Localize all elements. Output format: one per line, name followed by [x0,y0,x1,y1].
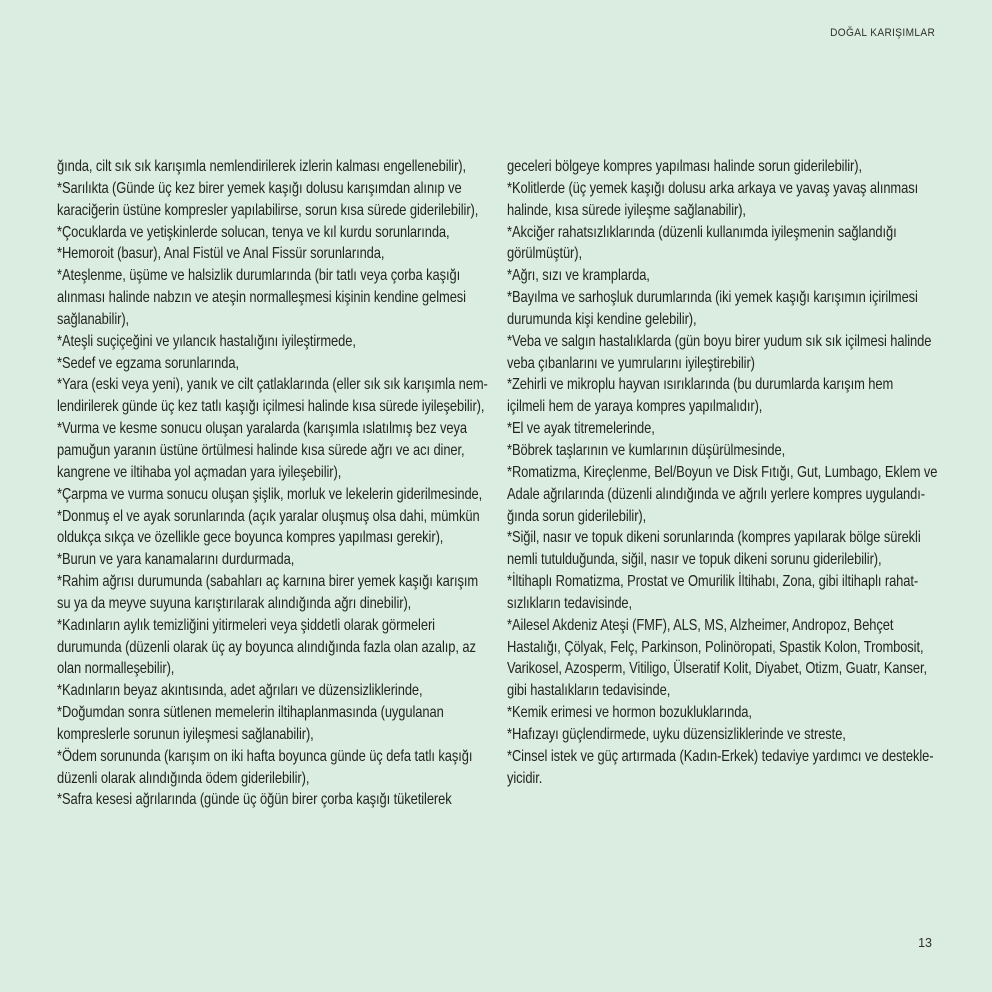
text-line: pamuğun yaranın üstüne örtülmesi halinde kısa sürede ağrı ve acı diner, [57,441,465,459]
text-line: gibi hastalıkların tedavisinde, [507,682,671,700]
text-line: karaciğerin üstüne kompresler yapılabilirse, sorun kısa sürede giderilebilir), [57,201,479,219]
text-line: görülmüştür), [507,245,582,263]
text-line: lendirilerek günde üç kez tatlı kaşığı içilmesi halinde kısa sürede iyileşebilir), [57,398,485,416]
text-line: *Yara (eski veya yeni), yanık ve cilt çatlaklarında (eller sık sık karışımla nem- [57,376,488,394]
text-line: durumunda kişi kendine gelebilir), [507,310,697,328]
left-column [57,156,491,811]
text-line: *Siğil, nasır ve topuk dikeni sorunlarında (kompres yapılarak bölge sürekli [507,529,921,547]
text-line: *Cinsel istek ve güç artırmada (Kadın-Erkek) tedaviye yardımcı ve destekle- [507,747,934,765]
text-line: Hastalığı, Çölyak, Felç, Parkinson, Polinöropati, Spastik Kolon, Trombosit, [507,638,924,656]
text-line: *Ağrı, sızı ve kramplarda, [507,267,650,285]
text-line: Varikosel, Azosperm, Vitiligo, Ülseratif Kolit, Diyabet, Otizm, Guatr, Kanser, [507,660,928,678]
text-line: *Safra kesesi ağrılarında (günde üç öğün birer çorba kaşığı tüketilerek [57,791,452,809]
text-line: içilmeli hem de yaraya kompres yapılmalıdır), [507,398,763,416]
text-line: *Romatizma, Kireçlenme, Bel/Boyun ve Disk Fıtığı, Gut, Lumbago, Eklem ve [507,463,938,481]
text-line: *Veba ve salgın hastalıklarda (gün boyu birer yudum sık sık içilmesi halinde [507,332,932,350]
text-line: oldukça sıkça ve özellikle gece boyunca kompres yapılması gerekir), [57,529,444,547]
text-line: *Bayılma ve sarhoşluk durumlarında (iki yemek kaşığı karışımın içirilmesi [507,289,918,307]
text-line: sızlıkların tedavisinde, [507,594,633,612]
text-line: *Rahim ağrısı durumunda (sabahları aç karnına birer yemek kaşığı karışım [57,573,479,591]
text-line: *Donmuş el ve ayak sorunlarında (açık yaralar oluşmuş olsa dahi, mümkün [57,507,480,525]
text-line: halinde, kısa sürede iyileşme sağlanabilir), [507,201,746,219]
text-line: kangrene ve iltihaba yol açmadan yara iyileşebilir), [57,463,342,481]
text-line: *Ailesel Akdeniz Ateşi (FMF), ALS, MS, Alzheimer, Andropoz, Behçet [507,616,894,634]
text-line: ğında sorun giderilebilir), [507,507,647,525]
text-line: *Akciğer rahatsızlıklarında (düzenli kullanımda iyileşmenin sağlandığı [507,223,897,241]
text-line: ğında, cilt sık sık karışımla nemlendirilerek izlerin kalması engellenebilir), [57,158,467,175]
text-line: veba çıbanlarını ve yumrularını iyileştirebilir) [507,354,755,372]
text-line: *Kemik erimesi ve hormon bozukluklarında, [507,704,752,722]
text-line: *El ve ayak titremelerinde, [507,420,655,438]
text-line: *Hemoroit (basur), Anal Fistül ve Anal Fissür sorunlarında, [57,245,385,263]
text-line: geceleri bölgeye kompres yapılması halinde sorun giderilebilir), [507,158,862,175]
text-line: Adale ağrılarında (düzenli alındığında ve ağrılı yerlere kompres uygulandı- [507,485,925,503]
text-line: alınması halinde nabzın ve ateşin normalleşmesi kişinin kendine gelmesi [57,289,466,307]
text-line: *Çarpma ve vurma sonucu oluşan şişlik, morluk ve lekelerin giderilmesinde, [57,485,483,503]
text-line: *Zehirli ve mikroplu hayvan ısırıklarında (bu durumlarda karışım hem [507,376,894,394]
text-line: *Sedef ve egzama sorunlarında, [57,354,239,372]
text-line: *Hafızayı güçlendirmede, uyku düzensizliklerinde ve streste, [507,725,846,743]
text-line: yicidir. [507,769,543,787]
text-line: *Kadınların beyaz akıntısında, adet ağrıları ve düzensizliklerinde, [57,682,423,700]
text-line: sağlanabilir), [57,310,130,328]
text-line: *Vurma ve kesme sonucu oluşan yaralarda (karışımla ıslatılmış bez veya [57,420,467,438]
running-header: DOĞAL KARIŞIMLAR [829,27,935,39]
text-line: *Ateşli suçiçeğini ve yılancık hastalığını iyileştirmede, [57,332,356,350]
page-number: 13 [918,936,932,950]
text-line: *Böbrek taşlarının ve kumlarının düşürülmesinde, [507,441,786,459]
text-line: *Doğumdan sonra sütlenen memelerin iltihaplanmasında (uygulanan [57,704,444,722]
text-line: *Ateşlenme, üşüme ve halsizlik durumlarında (bir tatlı veya çorba kaşığı [57,267,461,285]
text-line: *İltihaplı Romatizma, Prostat ve Omurilik İltihabı, Zona, gibi iltihaplı rahat- [507,573,919,591]
text-line: durumunda (düzenli olarak üç ay boyunca alındığında fazla olan azalıp, az [57,638,476,656]
text-line: *Burun ve yara kanamalarını durdurmada, [57,551,295,569]
right-column [507,156,941,789]
text-line: *Kadınların aylık temizliğini yitirmeleri veya şiddetli olarak görmeleri [57,616,435,634]
text-line: kompreslerle sorunun iyileşmesi sağlanabilir), [57,725,314,743]
text-line: olan normalleşebilir), [57,660,175,678]
text-line: *Çocuklarda ve yetişkinlerde solucan, tenya ve kıl kurdu sorunlarında, [57,223,450,241]
text-line: su ya da meyve suyuna karıştırılarak alındığında ağrı dinebilir), [57,594,412,612]
text-line: nemli tutulduğunda, siğil, nasır ve topuk dikeni sorunu giderilebilir), [507,551,882,569]
text-line: *Kolitlerde (üç yemek kaşığı dolusu arka arkaya ve yavaş yavaş alınması [507,179,919,197]
text-line: *Sarılıkta (Günde üç kez birer yemek kaşığı dolusu karışımdan alınıp ve [57,179,462,197]
text-line: *Ödem sorununda (karışım on iki hafta boyunca günde üç defa tatlı kaşığı [57,747,473,765]
text-line: düzenli olarak alındığında ödem giderilebilir), [57,769,310,787]
